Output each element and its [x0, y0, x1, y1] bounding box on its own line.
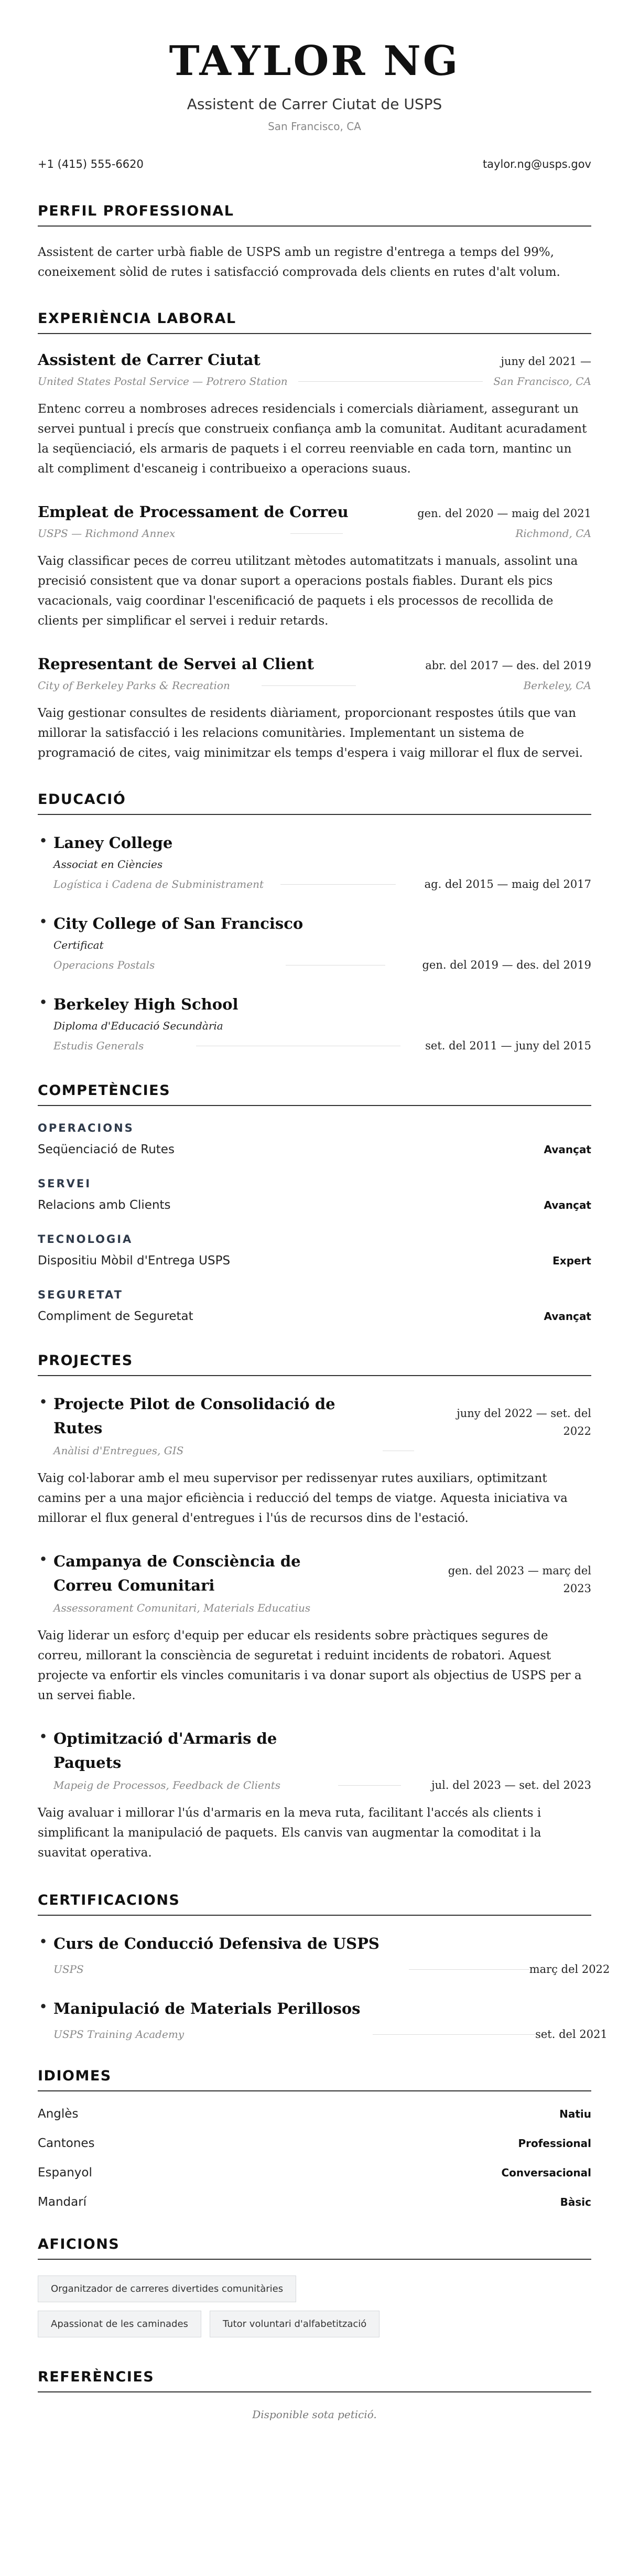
education-date: set. del 2011 — juny del 2015	[425, 1039, 591, 1052]
certification-issuer: USPS Training Academy	[53, 2028, 185, 2041]
skills-section	[38, 1082, 591, 1323]
language-row	[38, 2137, 591, 2150]
bullet-icon: •	[39, 1393, 48, 1411]
skill-name: Compliment de Seguretat	[38, 1310, 193, 1323]
project-title: Projecte Pilot de Consolidació de Rutes	[53, 1395, 335, 1437]
skill-level: Expert	[552, 1254, 591, 1267]
bullet-icon: •	[39, 913, 48, 930]
skill-category: TECNOLOGIA	[38, 1233, 133, 1246]
skill-name: Dispositiu Mòbil d'Entrega USPS	[38, 1254, 231, 1268]
project-date: juny del 2022 — set. del 2022	[457, 1407, 591, 1437]
divider-line	[290, 533, 343, 534]
school-name: Berkeley High School	[53, 995, 238, 1013]
section-title: AFICIONS	[38, 2236, 591, 2260]
education-entry	[38, 831, 591, 890]
job-title: Assistent de Carrer Ciutat	[38, 351, 261, 369]
section-title: PROJECTES	[38, 1353, 591, 1376]
skill-name: Seqüenciació de Rutes	[38, 1143, 175, 1156]
hobby-tag: Apassionat de les caminades	[38, 2311, 201, 2337]
education-entry	[38, 992, 591, 1052]
job-entry	[38, 502, 591, 631]
job-description: Vaig classificar peces de correu utilitzant mètodes automatitzats i manuals, assolint una precisió consistent que va donar suport a operacions postals fiables. Durant els pics vacacionals, vaig coordinar l'escenificació de paquets i els processos de recollida de clients per simplificar el servei i reduir retards.	[38, 554, 578, 628]
divider-line	[373, 2034, 535, 2035]
skill-category: OPERACIONS	[38, 1122, 134, 1134]
certification-issuer: USPS	[53, 1963, 84, 1976]
skill-group	[38, 1289, 591, 1323]
resume-header	[38, 38, 591, 170]
skill-group	[38, 1122, 591, 1156]
references-section	[38, 2369, 591, 2421]
language-row	[38, 2166, 591, 2180]
project-field: Mapeig de Processos, Feedback de Clients	[53, 1779, 281, 1791]
hobby-tags	[38, 2276, 415, 2337]
certification-entry	[38, 1931, 610, 1976]
education-date: gen. del 2019 — des. del 2019	[422, 959, 591, 971]
bullet-icon: •	[39, 1727, 48, 1745]
job-date: gen. del 2020 — maig del 2021	[417, 507, 591, 520]
candidate-role: Assistent de Carrer Ciutat de USPS	[187, 95, 442, 113]
experience-section	[38, 310, 591, 763]
language-level: Bàsic	[560, 2196, 591, 2208]
profile-text: Assistent de carter urbà fiable de USPS amb un registre d'entrega a temps del 99%, coneixement sòlid de rutes i satisfacció comprovada dels clients en rutes d'alt volum.	[38, 245, 560, 279]
skill-category: SERVEI	[38, 1177, 92, 1190]
job-date: abr. del 2017 — des. del 2019	[425, 659, 591, 672]
skill-category: SEGURETAT	[38, 1289, 123, 1301]
job-description: Entenc correu a nombroses adreces residencials i comercials diàriament, assegurant un servei puntual i precís que construeix confiança amb la comunitat. Auditant acuradament la seqüenciació, els armaris de paquets i el correu reenviable en cada torn, mantinc un alt compliment d'escaneig i contribueixo a operacions suaus.	[38, 402, 587, 476]
hobbies-section	[38, 2236, 591, 2337]
language-level: Professional	[518, 2137, 591, 2150]
phone-number: +1 (415) 555-6620	[38, 158, 144, 170]
certification-date: set. del 2021	[535, 2028, 608, 2041]
skill-name: Relacions amb Clients	[38, 1198, 171, 1212]
certification-name: Manipulació de Materials Perillosos	[53, 2000, 361, 2017]
language-level: Natiu	[559, 2108, 591, 2120]
bullet-icon: •	[39, 832, 48, 850]
section-title: CERTIFICACIONS	[38, 1892, 591, 1916]
job-entry	[38, 350, 591, 479]
skill-level: Avançat	[544, 1199, 591, 1211]
references-text: Disponible sota petició.	[252, 2408, 377, 2421]
language-name: Mandarí	[38, 2195, 87, 2209]
language-name: Cantones	[38, 2137, 95, 2150]
language-row	[38, 2107, 591, 2121]
job-title: Representant de Servei al Client	[38, 655, 314, 673]
study-field: Estudis Generals	[53, 1039, 144, 1052]
education-section	[38, 791, 591, 1052]
section-title: EXPERIÈNCIA LABORAL	[38, 310, 591, 334]
section-title: REFERÈNCIES	[38, 2369, 591, 2392]
skill-group	[38, 1177, 591, 1212]
language-row	[38, 2195, 591, 2209]
project-date: jul. del 2023 — set. del 2023	[431, 1779, 591, 1791]
bullet-icon: •	[39, 1998, 48, 2015]
certification-date: març del 2022	[529, 1963, 610, 1976]
divider-line	[298, 381, 483, 382]
degree-name: Associat en Ciències	[53, 858, 163, 871]
section-title: PERFIL PROFESSIONAL	[38, 203, 591, 227]
languages-section	[38, 2068, 591, 2209]
divider-line	[409, 1969, 529, 1970]
candidate-location: San Francisco, CA	[268, 120, 361, 133]
job-location: Richmond, CA	[515, 527, 591, 540]
bullet-icon: •	[39, 993, 48, 1011]
project-title: Optimització d'Armaris de Paquets	[53, 1730, 277, 1772]
study-field: Logística i Cadena de Subministrament	[53, 878, 264, 890]
project-date: gen. del 2023 — març del 2023	[448, 1564, 591, 1595]
job-description: Vaig gestionar consultes de residents diàriament, proporcionant respostes útils que van millorar la satisfacció i les relacions comunitàries. Implementant un sistema de programació de cites, vaig minimitzar els temps d'espera i vaig millorar el flux de servei.	[38, 706, 583, 760]
job-organization: City of Berkeley Parks & Recreation	[38, 679, 230, 692]
job-title: Empleat de Processament de Correu	[38, 503, 349, 521]
contact-row	[38, 158, 591, 170]
section-title: COMPETÈNCIES	[38, 1082, 591, 1106]
degree-name: Certificat	[53, 939, 104, 951]
education-date: ag. del 2015 — maig del 2017	[424, 878, 591, 890]
certifications-section	[38, 1892, 610, 2041]
education-entry	[38, 911, 591, 971]
section-title: EDUCACIÓ	[38, 791, 591, 815]
projects-section	[38, 1353, 591, 1863]
job-date: juny del 2021 —	[501, 355, 591, 368]
study-field: Operacions Postals	[53, 959, 155, 971]
hobby-tag: Tutor voluntari d'alfabetització	[210, 2311, 379, 2337]
candidate-name: TAYLOR NG	[169, 37, 460, 85]
hobby-tag: Organitzador de carreres divertides comunitàries	[38, 2276, 296, 2302]
section-title: IDIOMES	[38, 2068, 591, 2091]
divider-line	[338, 1785, 401, 1786]
school-name: Laney College	[53, 834, 173, 852]
language-name: Anglès	[38, 2107, 79, 2121]
project-title: Campanya de Consciència de Correu Comunitari	[53, 1552, 301, 1594]
divider-line	[280, 884, 396, 885]
job-organization: United States Postal Service — Potrero Station	[38, 375, 288, 388]
certification-name: Curs de Conducció Defensiva de USPS	[53, 1935, 379, 1952]
profile-section	[38, 203, 591, 282]
language-level: Conversacional	[501, 2166, 591, 2179]
job-location: San Francisco, CA	[493, 375, 591, 388]
job-location: Berkeley, CA	[523, 679, 591, 692]
project-description: Vaig avaluar i millorar l'ús d'armaris en la meva ruta, facilitant l'accés als clients i simplificant la manipulació de paquets. Els canvis van augmentar la comoditat i la suavitat operativa.	[38, 1806, 541, 1860]
skill-group	[38, 1233, 591, 1268]
certification-entry	[38, 1997, 608, 2041]
project-description: Vaig liderar un esforç d'equip per educar els residents sobre pràctiques segures de correu, millorant la consciència de seguretat i reduint incidents de robatori. Aquest projecte va enfortir els vincles comunitaris i va donar suport als objectius de USPS per a un servei fiable.	[38, 1629, 582, 1702]
project-field: Anàlisi d'Entregues, GIS	[53, 1444, 184, 1457]
language-name: Espanyol	[38, 2166, 92, 2180]
school-name: City College of San Francisco	[53, 915, 303, 932]
divider-line	[262, 685, 356, 686]
degree-name: Diploma d'Educació Secundària	[53, 1019, 223, 1032]
skill-level: Avançat	[544, 1143, 591, 1156]
project-entry	[38, 1726, 591, 1863]
job-organization: USPS — Richmond Annex	[38, 527, 176, 540]
project-field: Assessorament Comunitari, Materials Educatius	[53, 1602, 311, 1614]
project-entry	[38, 1392, 591, 1528]
project-description: Vaig col·laborar amb el meu supervisor per redissenyar rutes auxiliars, optimitzant camins per a una major eficiència i reducció del temps de viatge. Aquesta iniciativa va millorar el flux general d'entregues i l'ús de recursos dins de l'estació.	[38, 1472, 568, 1525]
email-address: taylor.ng@usps.gov	[482, 158, 591, 170]
bullet-icon: •	[39, 1550, 48, 1568]
job-entry	[38, 654, 591, 763]
skill-level: Avançat	[544, 1310, 591, 1323]
project-entry	[38, 1549, 591, 1705]
bullet-icon: •	[39, 1933, 48, 1950]
